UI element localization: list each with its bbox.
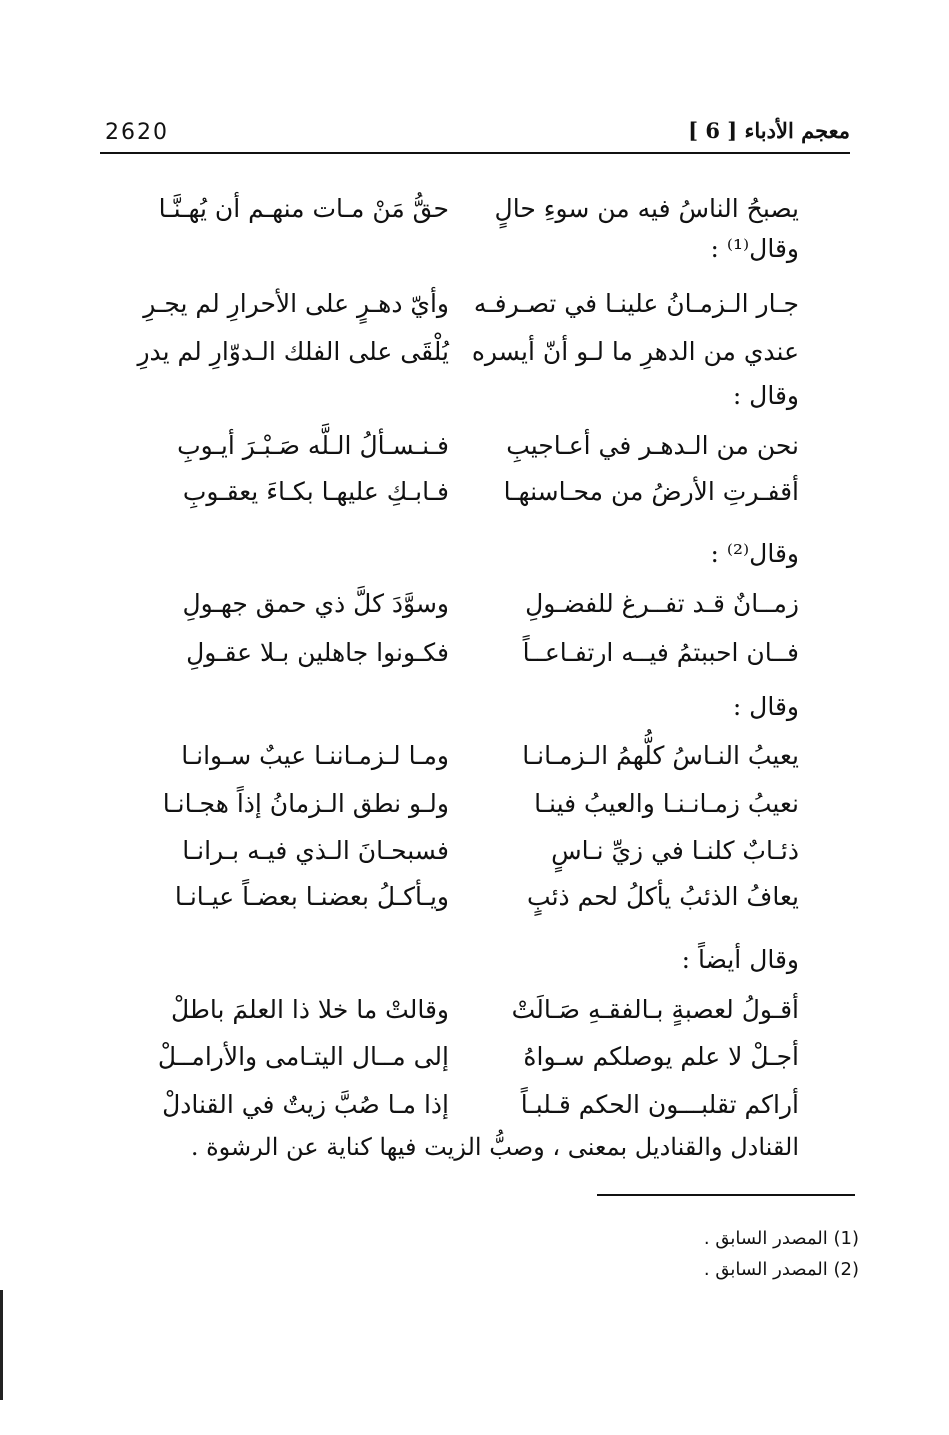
footnote-rule [597, 1194, 855, 1196]
verse-11-second-hemistich: ويـأكـلُ بعضنـا بعضـاً عيـانـا [174, 882, 449, 911]
verse-13-second-hemistich: إلى مــال اليتـامى والأرامــلْ [157, 1042, 449, 1071]
verse-7-second-hemistich: فكـونوا جاهلين بـلا عقـولِ [186, 638, 449, 667]
footnote-2: (2) المصدر السابق . [703, 1259, 859, 1280]
verse-14-first-hemistich: أراكم تقلبـــون الحكم قـلبـاً [520, 1090, 799, 1119]
verse-3-first-hemistich: عندي من الدهرِ ما لـو أنّ أيسره [471, 337, 799, 366]
verse-2-second-hemistich: وأيّ دهـرٍ على الأحرارِ لم يجـرِ [143, 289, 449, 318]
verse-8-first-hemistich: يعيبُ النـاسُ كلُّهمُ الـزمـانـا [522, 741, 799, 770]
verse-9-second-hemistich: ولـو نطق الـزمانُ إذاً هجـانـا [162, 789, 449, 818]
verse-12-first-hemistich: أقـولُ لعصبةٍ بـالفقـهِ صَـالَتْ [511, 995, 799, 1024]
verse-6-second-hemistich: وسوَّدَ كلَّ ذي حمق جهـولِ [182, 589, 449, 618]
verse-7-first-hemistich: فــان احببتمُ فيــه ارتفـاعــاً [522, 638, 799, 667]
verse-5-first-hemistich: أقفـرتِ الأرضُ من محـاسنهـا [503, 477, 799, 506]
verse-13-first-hemistich: أجـلْ لا علم يوصلكم سـواهُ [523, 1042, 799, 1071]
verse-9-first-hemistich: نعيبُ زمـانـنـا والعيبُ فينـا [534, 789, 799, 818]
verse-5-second-hemistich: فـابـكِ عليهـا بكـاءَ يعقـوبِ [182, 477, 449, 506]
verse-8-second-hemistich: ومـا لـزمـاننـا عيبٌ سـوانـا [181, 741, 449, 770]
verse-6-first-hemistich: زمــانٌ قـد تفــرغ للفضـولِ [525, 589, 799, 618]
scan-edge-mark [0, 1290, 3, 1400]
section-label-5: وقال أيضاً : [681, 945, 799, 974]
running-title: معجم الأدباء [ 6 ] [688, 118, 850, 143]
header-rule [100, 152, 850, 154]
verse-4-second-hemistich: فـنـسـألُ الـلَّه صَـبْـرَ أيـوبِ [177, 431, 449, 460]
verse-10-first-hemistich: ذئـابٌ كلنـا في زيِّ نـاسٍ [551, 836, 799, 865]
explanatory-note: القنادل والقناديل بمعنى ، وصبُّ الزيت فيها كناية عن الرشوة . [190, 1133, 799, 1161]
section-label-1: وقال⁽¹⁾ : [710, 234, 799, 263]
verse-10-second-hemistich: فسبحـانَ الـذي فيـه بـرانـا [182, 836, 449, 865]
section-label-4: وقال : [732, 692, 799, 721]
verse-1-first-hemistich: يصبحُ الناسُ فيه من سوءِ حالٍ [494, 194, 799, 223]
verse-1-second-hemistich: حقُّ مَنْ مـات منهـم أن يُهـنَّـا [158, 194, 449, 223]
section-label-2: وقال : [732, 381, 799, 410]
verse-2-first-hemistich: جـار الـزمـانُ علينـا في تصـرفـه [473, 289, 799, 318]
verse-12-second-hemistich: وقالتْ ما خلا ذا العلمَ باطلْ [171, 995, 449, 1024]
page-number: 2620 [105, 120, 169, 145]
footnote-1: (1) المصدر السابق . [703, 1228, 859, 1249]
verse-14-second-hemistich: إذا مـا صُبَّ زيتٌ في القنادلْ [162, 1090, 449, 1119]
verse-4-first-hemistich: نحن من الـدهـر في أعـاجيبِ [506, 431, 799, 460]
page-header [100, 118, 850, 154]
section-label-3: وقال⁽²⁾ : [710, 539, 799, 568]
verse-11-first-hemistich: يعافُ الذئبُ يأكلُ لحم ذئبٍ [527, 882, 799, 911]
verse-3-second-hemistich: يُلْقَى على الفلك الـدوّارِ لم يدرِ [137, 337, 449, 366]
